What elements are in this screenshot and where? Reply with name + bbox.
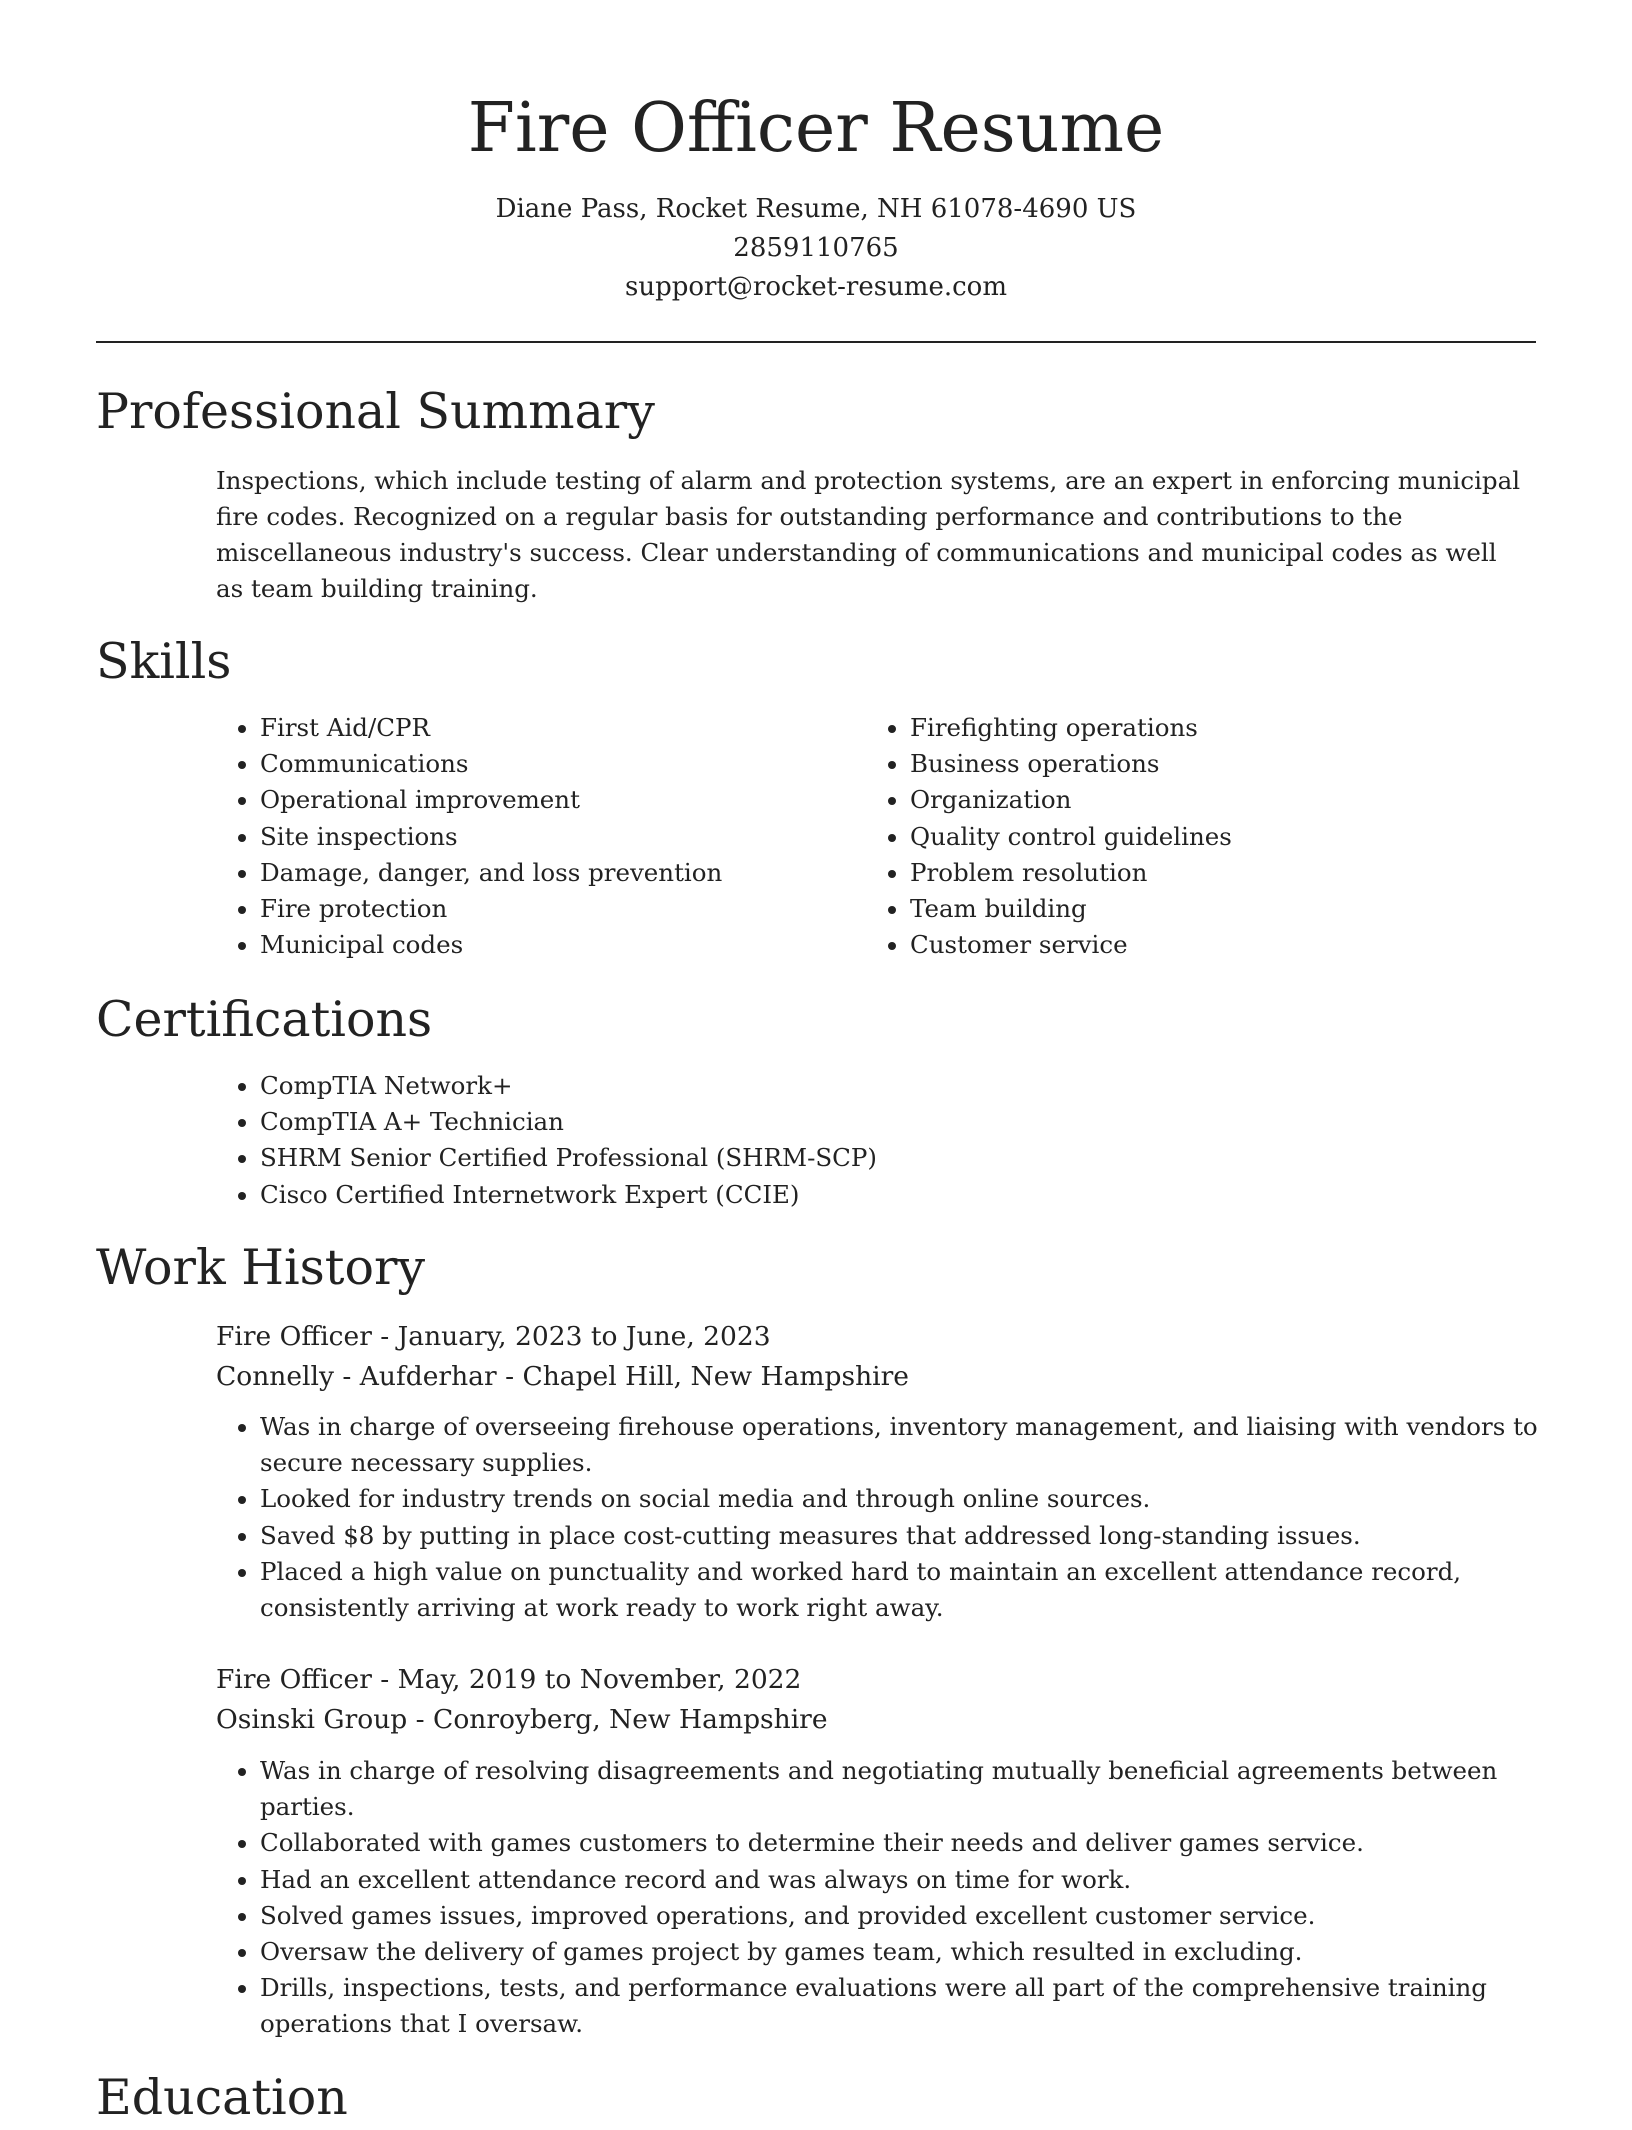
certifications-heading: Certifications [96,991,433,1048]
list-item: • Firefighting operations [910,710,1530,746]
list-item: • Looked for industry trends on social media and through online sources. [260,1481,1550,1517]
skills-heading: Skills [96,633,232,690]
list-item: • Municipal codes [260,927,860,963]
job-company-line [216,1700,1526,1740]
job-title: Fire Officer [216,1664,372,1695]
list-item: • Drills, inspections, tests, and performance evaluations were all part of the comprehensive training operations that I oversaw. [260,1970,1550,2042]
contact-address: Diane Pass, Rocket Resume, NH 61078-4690 US [495,194,1137,224]
list-item: • Solved games issues, improved operations, and provided excellent customer service. [260,1898,1550,1934]
skills-list-left [216,710,860,963]
job-duties-list [216,1409,1550,1626]
list-item: • Was in charge of overseeing firehouse operations, inventory management, and liaising with vendors to secure necessary supplies. [260,1409,1550,1481]
job-title: Fire Officer [216,1321,372,1352]
list-item: • Organization [910,782,1530,818]
contact-block [0,190,1632,307]
list-item: • Site inspections [260,819,860,855]
list-item: • SHRM Senior Certified Professional (SHRM-SCP) [260,1140,1560,1176]
job-duties-list [216,1753,1550,2043]
list-item: • Team building [910,891,1530,927]
job-location: - Conroyberg, New Hampshire [407,1704,828,1735]
list-item: • Business operations [910,746,1530,782]
list-item: • Problem resolution [910,855,1530,891]
job-dates: - May, 2019 to November, 2022 [371,1664,802,1695]
job-company: Connelly - Aufderhar [216,1361,497,1392]
contact-email: support@rocket-resume.com [624,272,1007,302]
job-company: Osinski Group [216,1704,408,1735]
list-item: • CompTIA Network+ [260,1068,1560,1104]
work-history-heading: Work History [96,1239,426,1296]
list-item: • Damage, danger, and loss prevention [260,855,860,891]
skills-list-right [866,710,1530,963]
list-item: • Was in charge of resolving disagreements and negotiating mutually beneficial agreements between parties. [260,1753,1550,1825]
list-item: • Cisco Certified Internetwork Expert (CCIE) [260,1177,1560,1213]
certifications-list [216,1068,1560,1213]
job-title-line [216,1660,1526,1700]
education-heading: Education [96,2069,348,2126]
list-item: • Oversaw the delivery of games project by games team, which resulted in excluding. [260,1934,1550,1970]
contact-phone: 2859110765 [733,233,899,263]
list-item: • Placed a high value on punctuality and worked hard to maintain an excellent attendance record, consistently arriving at work ready to work right away. [260,1554,1550,1626]
list-item: • First Aid/CPR [260,710,860,746]
list-item: • Quality control guidelines [910,819,1530,855]
summary-heading: Professional Summary [96,383,655,440]
job-dates: - January, 2023 to June, 2023 [371,1321,771,1352]
list-item: • Fire protection [260,891,860,927]
job-location: - Chapel Hill, New Hampshire [496,1361,909,1392]
list-item: • Operational improvement [260,782,860,818]
list-item: • Saved $8 by putting in place cost-cutting measures that addressed long-standing issues. [260,1518,1550,1554]
list-item: • CompTIA A+ Technician [260,1104,1560,1140]
list-item: • Communications [260,746,860,782]
job-company-line [216,1357,1526,1397]
list-item: • Collaborated with games customers to determine their needs and deliver games service. [260,1825,1550,1861]
job-title-line [216,1317,1526,1357]
header-divider [96,341,1536,343]
list-item: • Had an excellent attendance record and was always on time for work. [260,1862,1550,1898]
list-item: • Customer service [910,927,1530,963]
summary-text: Inspections, which include testing of alarm and protection systems, are an expert in enforcing municipal fire codes. Recognized on a regular basis for outstanding performance and contributions to the miscellaneous industry's success. Clear understanding of communications and municipal codes as well as team building training. [216,466,1521,603]
resume-title: Fire Officer Resume [467,89,1165,168]
